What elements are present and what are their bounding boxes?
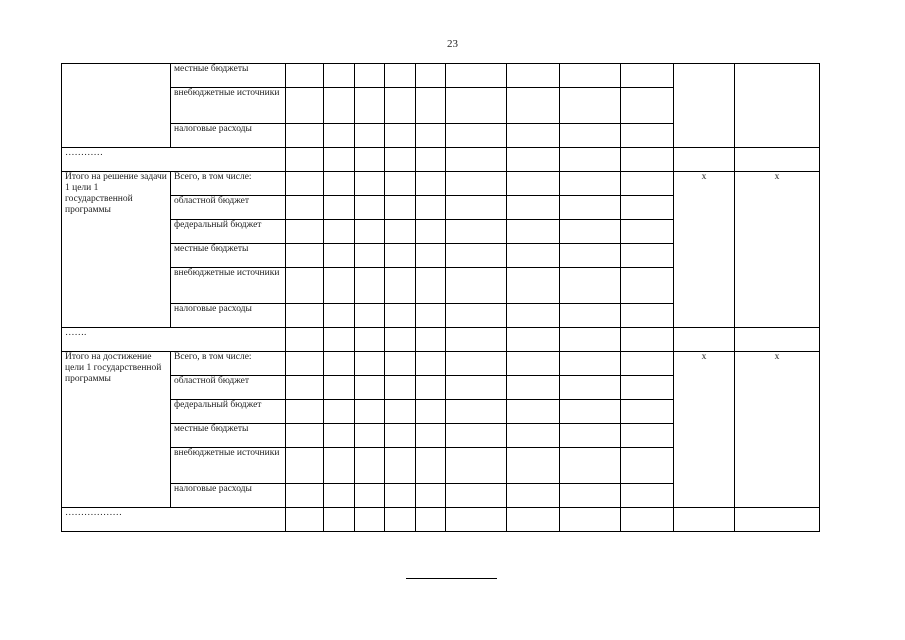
- footnote-separator-line: [406, 578, 497, 579]
- source-cell: областной бюджет: [171, 376, 286, 400]
- empty-label-cell: [62, 64, 171, 148]
- source-cell: внебюджетные источники: [171, 268, 286, 304]
- table-row: [62, 64, 820, 88]
- source-cell: местные бюджеты: [171, 244, 286, 268]
- source-cell: Всего, в том числе:: [171, 172, 286, 196]
- source-cell: внебюджетные источники: [171, 448, 286, 484]
- table-row: [62, 508, 820, 532]
- total-goal-label: Итого на достижение цели 1 государственной программы: [62, 352, 171, 508]
- source-cell: местные бюджеты: [171, 424, 286, 448]
- ellipsis-cell: …………: [62, 148, 286, 172]
- table-row: [62, 328, 820, 352]
- source-cell: федеральный бюджет: [171, 220, 286, 244]
- source-cell: внебюджетные источники: [171, 88, 286, 124]
- source-cell: налоговые расходы: [171, 304, 286, 328]
- ellipsis-cell: ………………: [62, 508, 286, 532]
- table-row: [62, 148, 820, 172]
- source-cell: налоговые расходы: [171, 124, 286, 148]
- x-mark: х: [735, 352, 820, 508]
- x-mark: х: [735, 172, 820, 328]
- total-task-label: Итого на решение задачи 1 цели 1 государственной программы: [62, 172, 171, 328]
- ellipsis-cell: …….: [62, 328, 286, 352]
- source-cell: федеральный бюджет: [171, 400, 286, 424]
- page-number: 23: [447, 38, 458, 50]
- source-cell: местные бюджеты: [171, 64, 286, 88]
- source-cell: областной бюджет: [171, 196, 286, 220]
- source-cell: Всего, в том числе:: [171, 352, 286, 376]
- x-mark: х: [674, 352, 735, 508]
- source-cell: налоговые расходы: [171, 484, 286, 508]
- table-row: [62, 352, 820, 376]
- budget-table: [61, 63, 820, 532]
- table-row: [62, 172, 820, 196]
- x-mark: х: [674, 172, 735, 328]
